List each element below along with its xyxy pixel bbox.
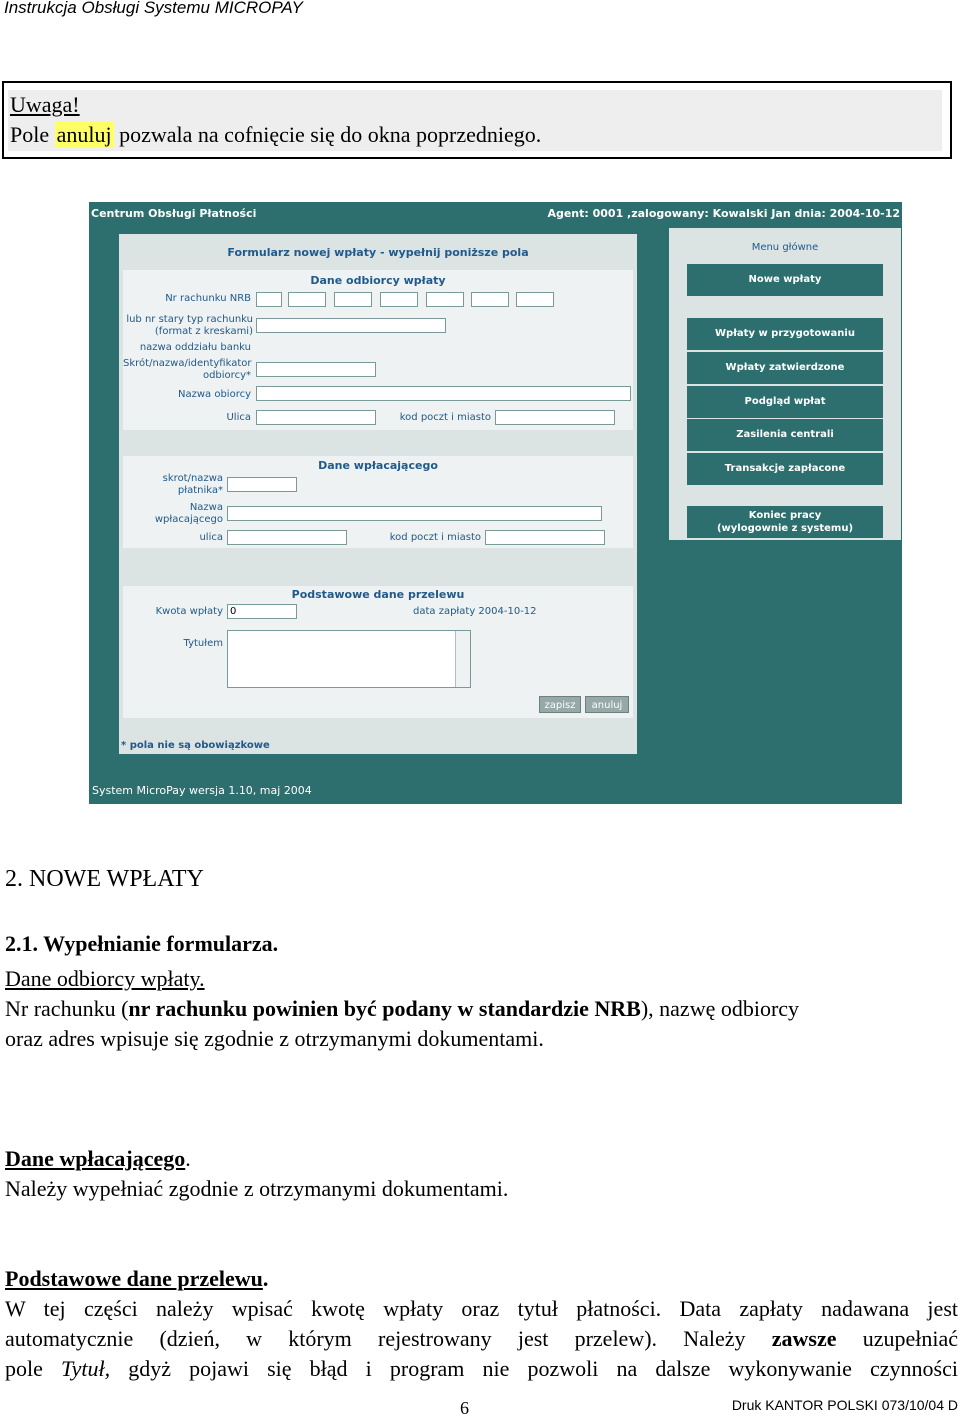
- transfer-paragraph-line2: automatycznie (dzień, w którym rejestrowany jest przelew). Należy zawsze uzupełniać: [5, 1326, 958, 1351]
- payer-street-input[interactable]: [227, 530, 347, 545]
- menu-head-office-funding[interactable]: Zasilenia centrali: [687, 419, 883, 451]
- textarea-scrollbar[interactable]: [455, 631, 470, 687]
- payer-section: [123, 456, 633, 548]
- payer-name-input[interactable]: [227, 506, 602, 521]
- menu-title: Menu główne: [751, 242, 819, 253]
- warning-text: Pole anuluj pozwala na cofnięcie się do okna poprzedniego.: [10, 122, 542, 147]
- app-name: Centrum Obsługi Płatności: [91, 207, 257, 220]
- print-info: Druk KANTOR POLSKI 073/10/04 D: [731, 1397, 958, 1413]
- transfer-paragraph-line1: W tej części należy wpisać kwotę wpłaty oraz tytuł płatności. Data zapłaty nadawana jest: [5, 1296, 958, 1321]
- recipient-paragraph-line2: oraz adres wpisuje się zgodnie z otrzymanymi dokumentami.: [5, 1026, 544, 1051]
- warning-title: Uwaga!: [10, 92, 80, 117]
- nrb-input-7[interactable]: [516, 292, 554, 307]
- menu-approved-payments[interactable]: Wpłaty zatwierdzone: [687, 352, 883, 384]
- recipient-street-label: Ulica: [226, 412, 251, 423]
- nrb-input-5[interactable]: [426, 292, 464, 307]
- page-number: 6: [460, 1398, 469, 1418]
- app-screenshot: [89, 202, 902, 804]
- recipient-section: [123, 270, 633, 430]
- branch-label: nazwa oddziału banku: [139, 342, 251, 353]
- recipient-short-label: Skrót/nazwa/identyfikator odbiorcy*: [123, 358, 252, 381]
- transfer-title: Podstawowe dane przelewu: [291, 588, 465, 601]
- recipient-zip-label: kod poczt i miasto: [399, 412, 491, 423]
- recipient-paragraph-line1: Nr rachunku (nr rachunku powinien być podany w standardzie NRB), nazwę odbiorcy: [5, 996, 800, 1021]
- title-textarea[interactable]: [227, 630, 471, 688]
- transfer-heading: Podstawowe dane przelewu.: [5, 1266, 269, 1291]
- section-heading: 2. NOWE WPŁATY: [5, 866, 204, 892]
- recipient-zip-input[interactable]: [495, 410, 615, 425]
- payer-heading: Dane wpłacającego.: [5, 1146, 191, 1171]
- app-topbar: [89, 202, 902, 224]
- nrb-input-6[interactable]: [471, 292, 509, 307]
- menu-panel: [669, 228, 901, 540]
- payer-title: Dane wpłacającego: [318, 459, 438, 472]
- amount-input[interactable]: 0: [227, 604, 297, 619]
- payer-short-input[interactable]: [227, 477, 297, 492]
- old-account-label: lub nr stary typ rachunku (format z kreskami): [126, 314, 253, 337]
- save-button[interactable]: zapisz: [539, 696, 581, 713]
- payment-date: data zapłaty 2004-10-12: [413, 606, 537, 617]
- form-panel: [119, 234, 637, 754]
- menu-payments-in-preparation[interactable]: Wpłaty w przygotowaniu: [687, 318, 883, 350]
- nrb-input-4[interactable]: [380, 292, 418, 307]
- agent-info: Agent: 0001 ,zalogowany: Kowalski Jan dnia: 2004-10-12: [547, 207, 900, 220]
- nrb-label: Nr rachunku NRB: [165, 293, 251, 304]
- old-account-input[interactable]: [256, 318, 446, 333]
- cancel-button[interactable]: anuluj: [585, 696, 629, 713]
- recipient-title: Dane odbiorcy wpłaty: [310, 274, 446, 287]
- payer-paragraph: Należy wypełniać zgodnie z otrzymanymi dokumentami.: [5, 1176, 509, 1201]
- payer-zip-label: kod poczt i miasto: [389, 532, 481, 543]
- subsection-heading: 2.1. Wypełnianie formularza.: [5, 931, 279, 956]
- menu-paid-transactions[interactable]: Transakcje zapłacone: [687, 453, 883, 485]
- payer-name-label: Nazwa wpłacającego: [154, 502, 223, 525]
- document-header: Instrukcja Obsługi Systemu MICROPAY: [4, 0, 303, 17]
- anuluj-highlight: anuluj: [56, 122, 112, 147]
- recipient-name-label: Nazwa obiorcy: [177, 389, 251, 400]
- payer-street-label: ulica: [199, 532, 223, 543]
- payer-short-label: skrot/nazwa płatnika*: [162, 473, 223, 496]
- menu-logout[interactable]: Koniec pracy (wylogownie z systemu): [687, 506, 883, 538]
- transfer-section: [123, 586, 633, 718]
- app-version: System MicroPay wersja 1.10, maj 2004: [92, 784, 312, 797]
- payer-zip-input[interactable]: [485, 530, 605, 545]
- recipient-name-input[interactable]: [256, 386, 631, 401]
- nrb-input-2[interactable]: [288, 292, 326, 307]
- menu-new-payments[interactable]: Nowe wpłaty: [687, 264, 883, 296]
- transfer-paragraph-line3: pole Tytuł, gdyż pojawi się błąd i program nie pozwoli na dalsze wykonywanie czynności: [5, 1356, 958, 1381]
- required-note: * pola nie są obowiązkowe: [121, 740, 270, 751]
- form-title: Formularz nowej wpłaty - wypełnij poniższe pola: [227, 246, 529, 259]
- menu-payments-preview[interactable]: Podgląd wpłat: [687, 386, 883, 418]
- recipient-street-input[interactable]: [256, 410, 376, 425]
- nrb-input-3[interactable]: [334, 292, 372, 307]
- nrb-input-1[interactable]: [256, 292, 282, 307]
- recipient-short-input[interactable]: [256, 362, 376, 377]
- amount-label: Kwota wpłaty: [155, 606, 223, 617]
- title-label: Tytułem: [183, 638, 223, 649]
- recipient-heading: Dane odbiorcy wpłaty.: [5, 966, 205, 991]
